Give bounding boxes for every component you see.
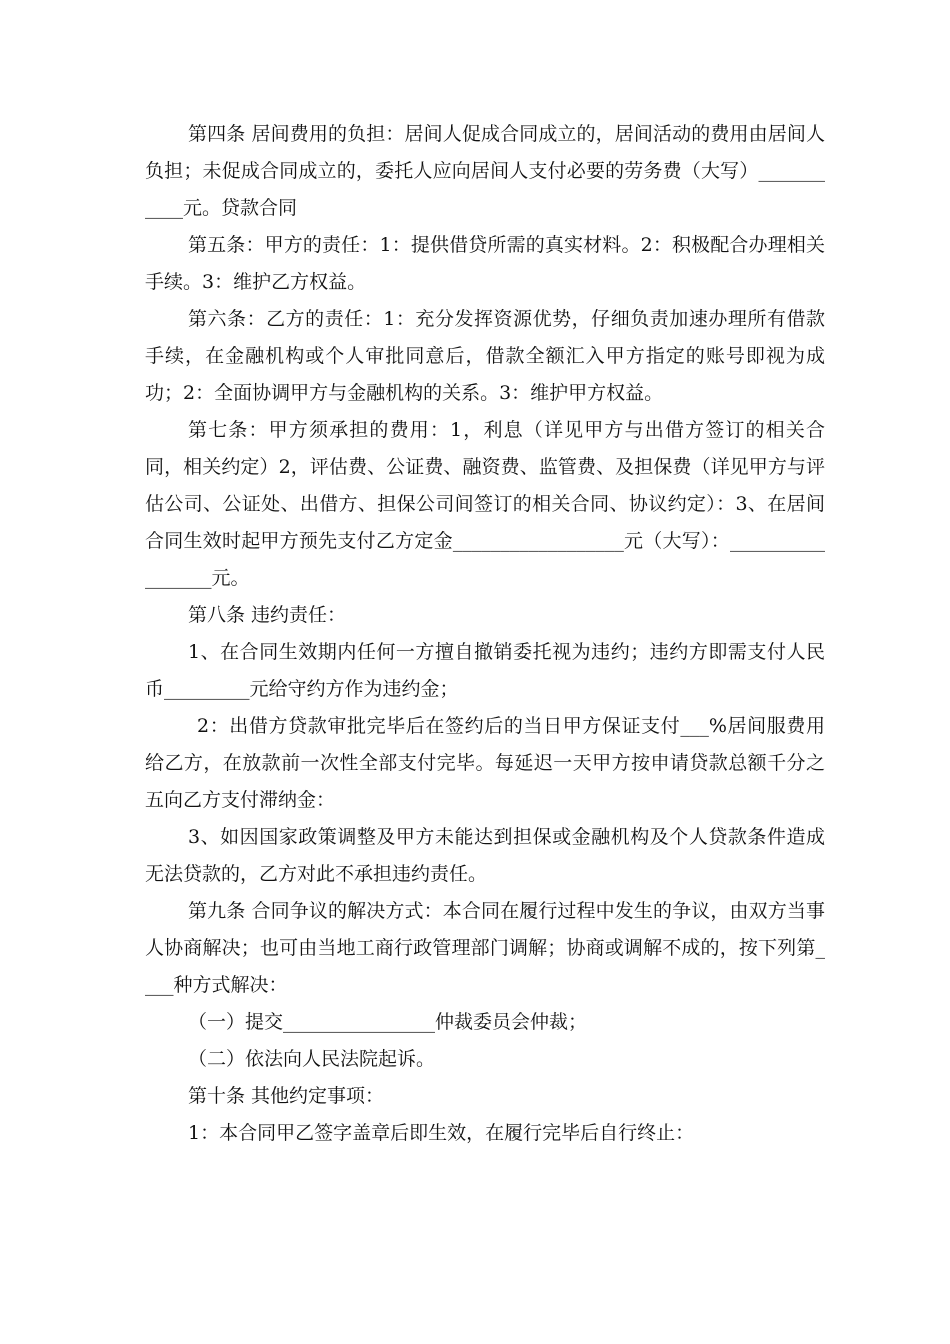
article-6-paragraph: 第六条：乙方的责任：1：充分发挥资源优势，仔细负责加速办理所有借款手续，在金融机构或个人审批同意后，借款全额汇入甲方指定的账号即视为成功；2：全面协调甲方与金融机构的关系。3：维护甲方权益。 [145, 308, 825, 404]
article-4-paragraph: 第四条 居间费用的负担：居间人促成合同成立的，居间活动的费用由居间人负担；未促成合同成立的，委托人应向居间人支付必要的劳务费（大写）___________元。贷款合同 [145, 123, 825, 219]
article-7-paragraph: 第七条：甲方须承担的费用：1，利息（详见甲方与出借方签订的相关合同，相关约定）2，评估费、公证费、融资费、监管费、及担保费（详见甲方与评估公司、公证处、出借方、担保公司间签订的相关合同、协议约定）：3、在居间合同生效时起甲方预先支付乙方定金__________________元（大写）：_________________元。 [145, 419, 825, 589]
article-10-heading: 第十条 其他约定事项： [188, 1085, 385, 1107]
article-9-option-1: （一）提交________________仲裁委员会仲裁； [188, 1011, 588, 1033]
article-8-clause-2: 2：出借方贷款审批完毕后在签约后的当日甲方保证支付___%居间服费用给乙方，在放款前一次性全部支付完毕。每延迟一天甲方按申请贷款总额千分之五向乙方支付滞纳金： [145, 715, 825, 811]
article-8-heading: 第八条 违约责任： [188, 604, 347, 626]
article-9-option-2: （二）依法向人民法院起诉。 [188, 1048, 436, 1070]
article-8-clause-1: 1、在合同生效期内任何一方擅自撤销委托视为违约；违约方即需支付人民币_________元给守约方作为违约金； [145, 641, 825, 700]
article-8-clause-3: 3、如因国家政策调整及甲方未能达到担保或金融机构及个人贷款条件造成无法贷款的，乙方对此不承担违约责任。 [145, 826, 825, 885]
article-9-paragraph: 第九条 合同争议的解决方式：本合同在履行过程中发生的争议，由双方当事人协商解决；也可由当地工商行政管理部门调解；协商或调解不成的，按下列第____种方式解决： [145, 900, 825, 996]
document-page [145, 116, 825, 1152]
article-5-paragraph: 第五条：甲方的责任：1：提供借贷所需的真实材料。2：积极配合办理相关手续。3：维护乙方权益。 [145, 234, 825, 293]
article-10-clause-1: 1：本合同甲乙签字盖章后即生效，在履行完毕后自行终止： [188, 1122, 695, 1144]
